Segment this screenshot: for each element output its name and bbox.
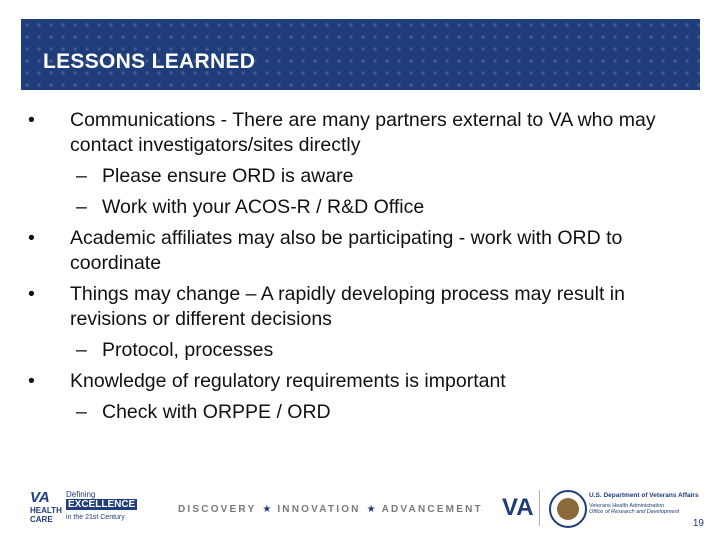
page-number: 19	[692, 518, 704, 529]
sub-bullet-item: – Work with your ACOS-R / R&D Office	[28, 195, 698, 220]
va-seal-icon	[549, 490, 587, 528]
va-logo: VA	[502, 494, 534, 521]
bullet-list	[28, 108, 698, 431]
ord-name: Office of Research and Development	[589, 509, 680, 515]
excellence-text: EXCELLENCE	[68, 499, 136, 510]
sub-bullet-item: – Please ensure ORD is aware	[28, 164, 698, 189]
va-health-care-text	[30, 506, 62, 524]
motto-advancement: ADVANCEMENT	[381, 504, 483, 515]
motto-discovery: DISCOVERY	[178, 504, 257, 515]
century-text: in the 21st Century	[66, 514, 125, 521]
defining-text: Defining	[66, 490, 96, 499]
bullet-item: • Things may change – A rapidly developing process may result in revisions or different decisions	[28, 282, 698, 332]
department-name: U.S. Department of Veterans Affairs	[589, 492, 699, 499]
va-care-line: CARE	[30, 515, 53, 524]
motto-line	[178, 504, 483, 515]
footer	[0, 480, 720, 540]
sub-bullet-item: – Check with ORPPE / ORD	[28, 400, 698, 425]
bullet-item: • Communications - There are many partners external to VA who may contact investigators/sites directly	[28, 108, 698, 158]
va-health-care-logo	[30, 490, 140, 526]
va-mark: VA	[30, 489, 50, 506]
star-icon: ★	[366, 504, 376, 515]
vha-name: Veterans Health Administration	[589, 503, 665, 509]
bullet-item: • Academic affiliates may also be participating - work with ORD to coordinate	[28, 226, 698, 276]
motto-innovation: INNOVATION	[277, 504, 361, 515]
department-block	[589, 492, 699, 515]
va-health-line: HEALTH	[30, 506, 62, 515]
sub-bullet-item: – Protocol, processes	[28, 338, 698, 363]
star-icon: ★	[262, 504, 272, 515]
bullet-item: • Knowledge of regulatory requirements is important	[28, 369, 698, 394]
logo-divider	[539, 490, 540, 526]
slide-title: LESSONS LEARNED	[43, 50, 256, 73]
title-banner	[21, 19, 700, 90]
